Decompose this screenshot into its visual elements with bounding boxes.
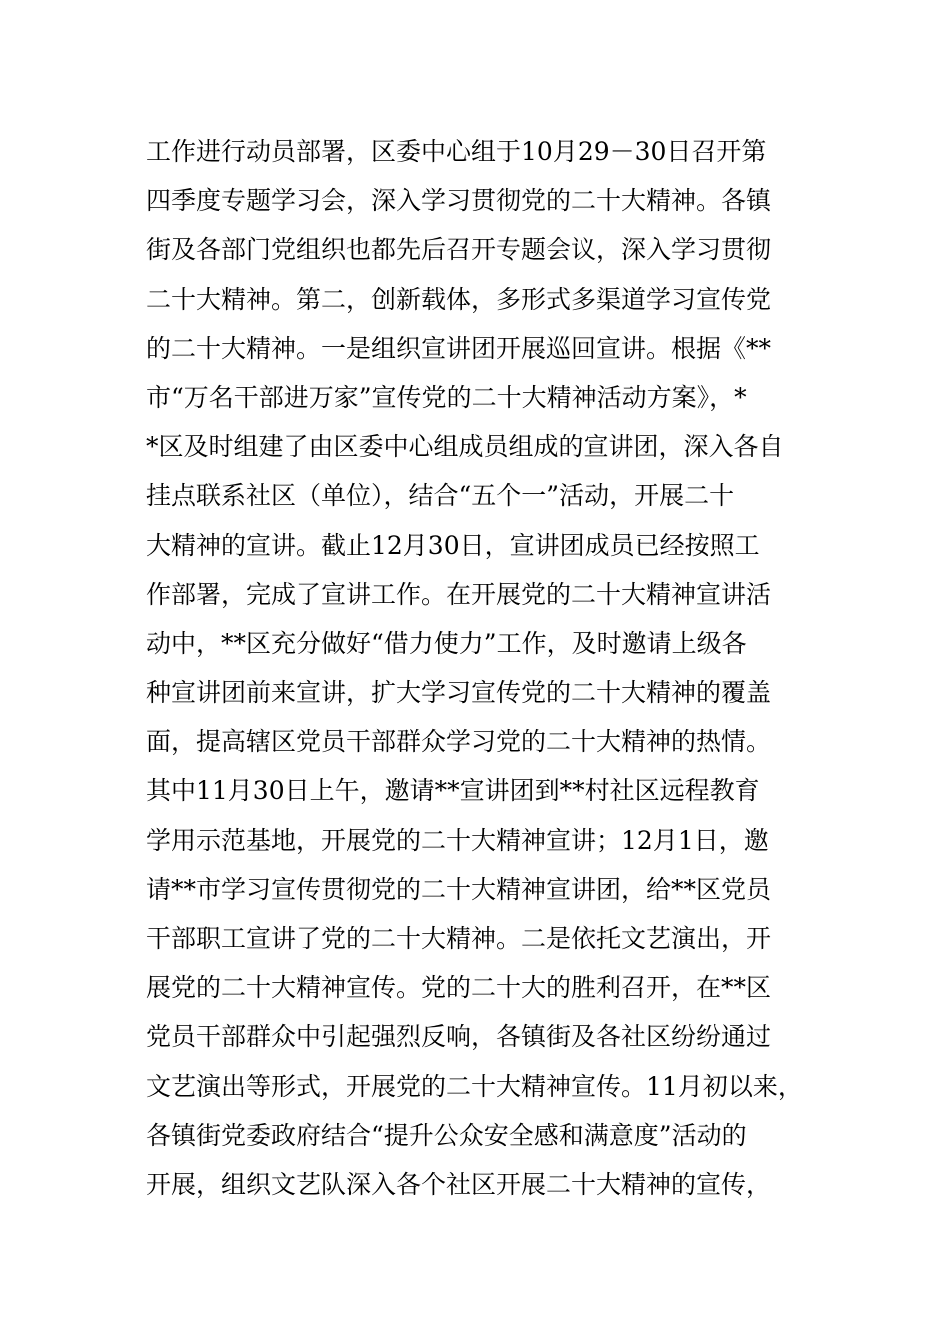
text-line: 四季度专题学习会，深入学习贯彻党的二十大精神。各镇	[146, 186, 772, 216]
body-paragraph	[146, 127, 846, 1209]
text-line: 作部署，完成了宣讲工作。在开展党的二十大精神宣讲活	[146, 579, 772, 609]
text-line: *区及时组建了由区委中心组成员组成的宣讲团，深入各自	[146, 432, 784, 462]
text-line: 的二十大精神。一是组织宣讲团开展巡回宣讲。根据《**	[146, 333, 772, 363]
text-line: 各镇街党委政府结合“提升公众安全感和满意度”活动的	[146, 1120, 747, 1150]
text-line: 市“万名干部进万家”宣传党的二十大精神活动方案》，*	[146, 382, 747, 412]
text-line: 面，提高辖区党员干部群众学习党的二十大精神的热情。	[146, 727, 772, 757]
text-line: 党员干部群众中引起强烈反响，各镇街及各社区纷纷通过	[146, 1022, 772, 1052]
text-line: 工作进行动员部署，区委中心组于10月29－30日召开第	[146, 137, 767, 166]
text-line: 开展，组织文艺队深入各个社区开展二十大精神的宣传，	[146, 1169, 772, 1199]
text-line: 挂点联系社区（单位），结合“五个一”活动，开展二十	[146, 481, 735, 511]
text-line: 请**市学习宣传贯彻党的二十大精神宣讲团，给**区党员	[146, 874, 772, 904]
text-line: 动中，**区充分做好“借力使力”工作，及时邀请上级各	[146, 628, 747, 658]
text-line: 大精神的宣讲。截止12月30日，宣讲团成员已经按照工	[146, 530, 760, 560]
text-line: 其中11月30日上午，邀请**宣讲团到**村社区远程教育	[146, 776, 760, 806]
text-line: 干部职工宣讲了党的二十大精神。二是依托文艺演出，开	[146, 924, 772, 953]
text-line: 种宣讲团前来宣讲，扩大学习宣传党的二十大精神的覆盖	[146, 678, 772, 708]
text-line: 二十大精神。第二，创新载体，多形式多渠道学习宣传党	[146, 284, 772, 314]
text-line: 学用示范基地，开展党的二十大精神宣讲；12月1日，邀	[146, 825, 769, 855]
text-line: 街及各部门党组织也都先后召开专题会议，深入学习贯彻	[146, 235, 772, 265]
text-line: 文艺演出等形式，开展党的二十大精神宣传。11月初以来，	[146, 1071, 803, 1101]
text-line: 展党的二十大精神宣传。党的二十大的胜利召开，在**区	[146, 973, 772, 1003]
